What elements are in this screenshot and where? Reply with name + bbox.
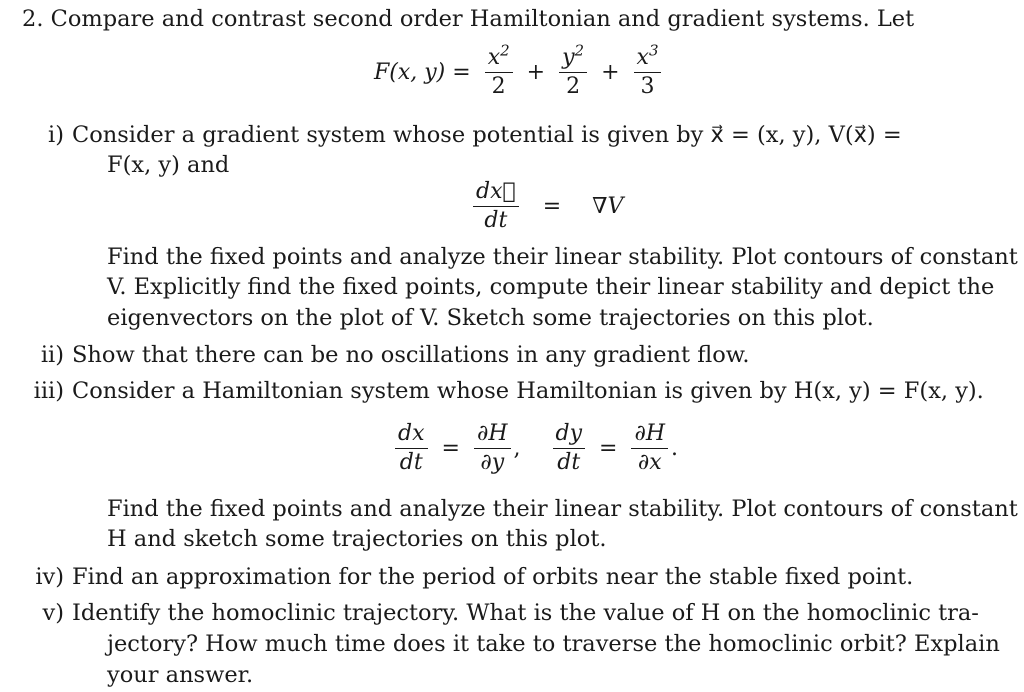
item-i-text-2: V. Explicitly find the fixed points, compute their linear stability and depict the	[107, 274, 995, 300]
item-v-text-2: jectory? How much time does it take to traverse the homoclinic orbit? Explain	[107, 631, 1000, 657]
fraction-dH-dx: $\frac{\partial H}{\partial x}$	[631, 420, 668, 477]
item-label: iii)	[33, 378, 64, 404]
equation-hamilton	[392, 420, 678, 477]
equation-F-lhs: F(x, y) =	[374, 60, 471, 85]
problem-intro: 2. Compare and contrast second order Hamiltonian and gradient systems. Let	[22, 6, 915, 32]
plus-sign: +	[526, 60, 546, 85]
fraction-dy-dt: $\frac{dy}{dt}$	[553, 420, 586, 477]
period: .	[671, 436, 679, 461]
item-label: iv)	[35, 564, 64, 590]
equation-gradient-flow	[470, 178, 627, 235]
grad-V: ∇V	[592, 194, 624, 219]
fraction-y2-over-2: $\frac{y^2}{2}$	[559, 44, 587, 101]
item-ii	[22, 340, 750, 370]
item-iii	[22, 376, 984, 406]
equation-F	[370, 41, 664, 101]
item-i-line2: F(x, y) and	[107, 152, 230, 178]
fraction-dx-dt: $\frac{dx⃗}{dt}$	[473, 178, 519, 235]
plus-sign: +	[601, 60, 620, 85]
item-text: Consider a Hamiltonian system whose Hamiltonian is given by H(x, y) = F(x, y).	[72, 378, 984, 404]
fraction-x2-over-2: $\frac{x^2}{2}$	[485, 44, 513, 101]
item-text: Consider a gradient system whose potential is given by x⃗ = (x, y), V(x⃗) =	[72, 122, 902, 148]
item-v-text-3: your answer.	[107, 662, 254, 688]
item-text: Identify the homoclinic trajectory. What is the value of H on the homoclinic tra-	[72, 600, 979, 626]
fraction-dx-dt: $\frac{dx}{dt}$	[395, 420, 428, 477]
item-i-text-1: Find the fixed points and analyze their linear stability. Plot contours of constant	[107, 244, 1018, 270]
item-i-line1	[22, 120, 902, 150]
equals-sign: =	[599, 436, 618, 461]
item-label: v)	[42, 600, 64, 626]
item-text: Show that there can be no oscillations in any gradient flow.	[72, 342, 750, 368]
item-text: Find an approximation for the period of orbits near the stable fixed point.	[72, 564, 914, 590]
item-label: ii)	[40, 342, 64, 368]
item-iv	[22, 562, 913, 592]
comma: ,	[513, 436, 521, 461]
equals-sign: =	[542, 194, 562, 219]
equals-sign: =	[441, 436, 460, 461]
item-i-text-3: eigenvectors on the plot of V. Sketch some trajectories on this plot.	[107, 305, 874, 331]
item-iii-text-1: Find the fixed points and analyze their linear stability. Plot contours of constant	[107, 496, 1018, 522]
item-label: i)	[48, 122, 64, 148]
item-v-line1	[22, 598, 979, 628]
fraction-dH-dy: $\frac{\partial H}{\partial y}$	[474, 420, 511, 477]
fraction-x3-over-3: $\frac{x^3}{3}$	[634, 44, 662, 101]
item-iii-text-2: H and sketch some trajectories on this plot.	[107, 526, 607, 552]
